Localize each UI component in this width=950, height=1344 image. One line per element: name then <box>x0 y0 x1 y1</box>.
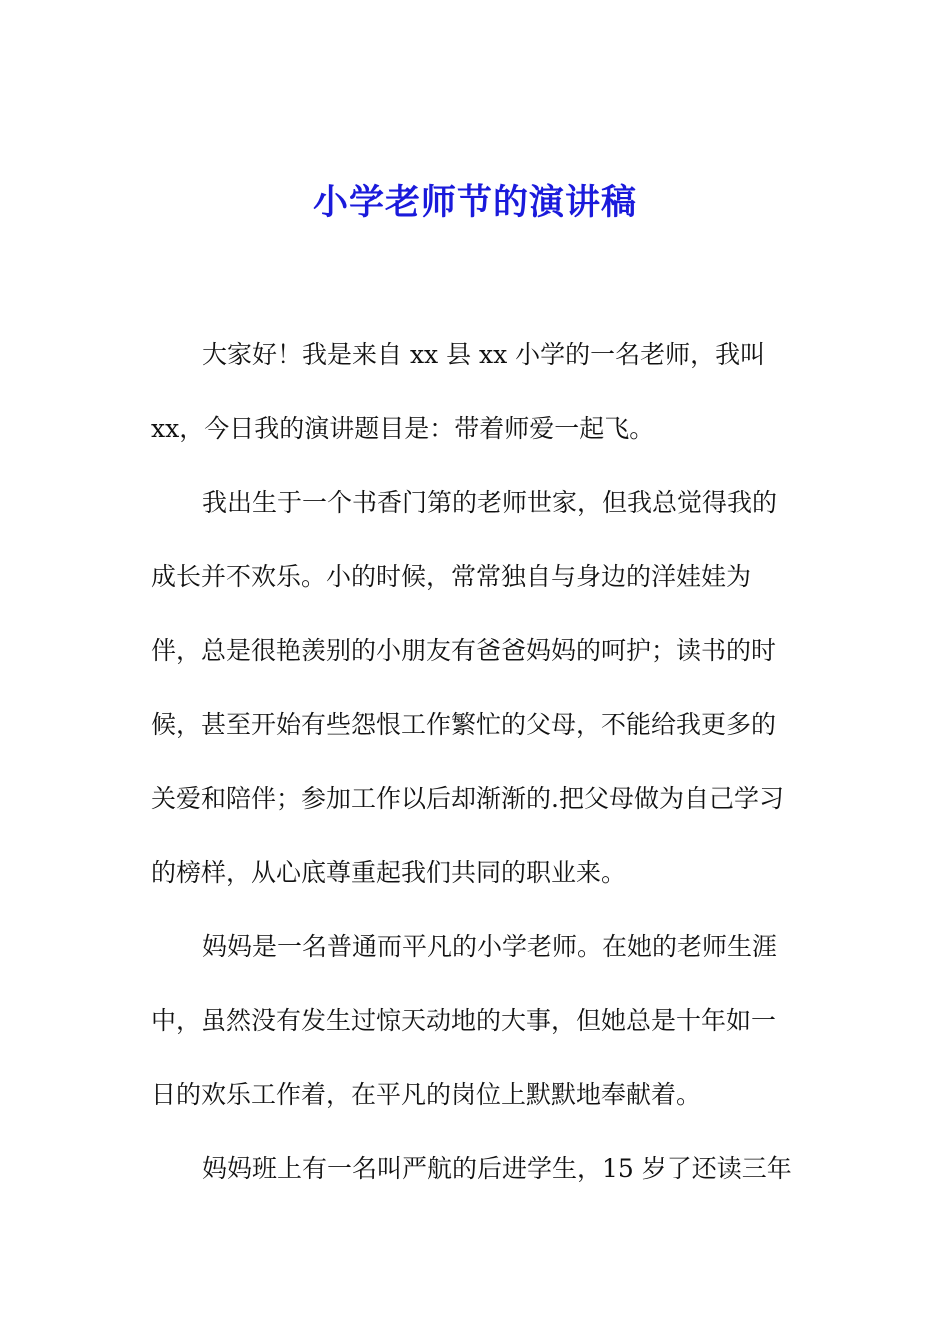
paragraph-line: 候，甚至开始有些怨恨工作繁忙的父母，不能给我更多的 <box>151 710 777 739</box>
document-title: 小学老师节的演讲稿 <box>312 182 637 223</box>
paragraph-line: 日的欢乐工作着，在平凡的岗位上默默地奉献着。 <box>151 1080 702 1109</box>
paragraph-line: 成长并不欢乐。小的时候，常常独自与身边的洋娃娃为 <box>151 562 752 591</box>
paragraph-line: 伴，总是很艳羡别的小朋友有爸爸妈妈的呵护；读书的时 <box>151 636 777 665</box>
document-body <box>151 318 811 1206</box>
paragraph-line: 关爱和陪伴；参加工作以后却渐渐的.把父母做为自己学习 <box>151 784 784 813</box>
paragraph-line: 大家好！我是来自 xx 县 xx 小学的一名老师，我叫 <box>202 340 766 369</box>
paragraph-line: 妈妈是一名普通而平凡的小学老师。在她的老师生涯 <box>202 932 778 961</box>
paragraph-line: 的榜样，从心底尊重起我们共同的职业来。 <box>151 858 627 887</box>
paragraph-line: 妈妈班上有一名叫严航的后进学生，15 岁了还读三年 <box>202 1154 792 1183</box>
paragraph-line: 我出生于一个书香门第的老师世家，但我总觉得我的 <box>202 488 778 517</box>
paragraph-line: xx，今日我的演讲题目是：带着师爱一起飞。 <box>151 414 655 443</box>
paragraph-line: 中，虽然没有发生过惊天动地的大事，但她总是十年如一 <box>151 1006 777 1035</box>
